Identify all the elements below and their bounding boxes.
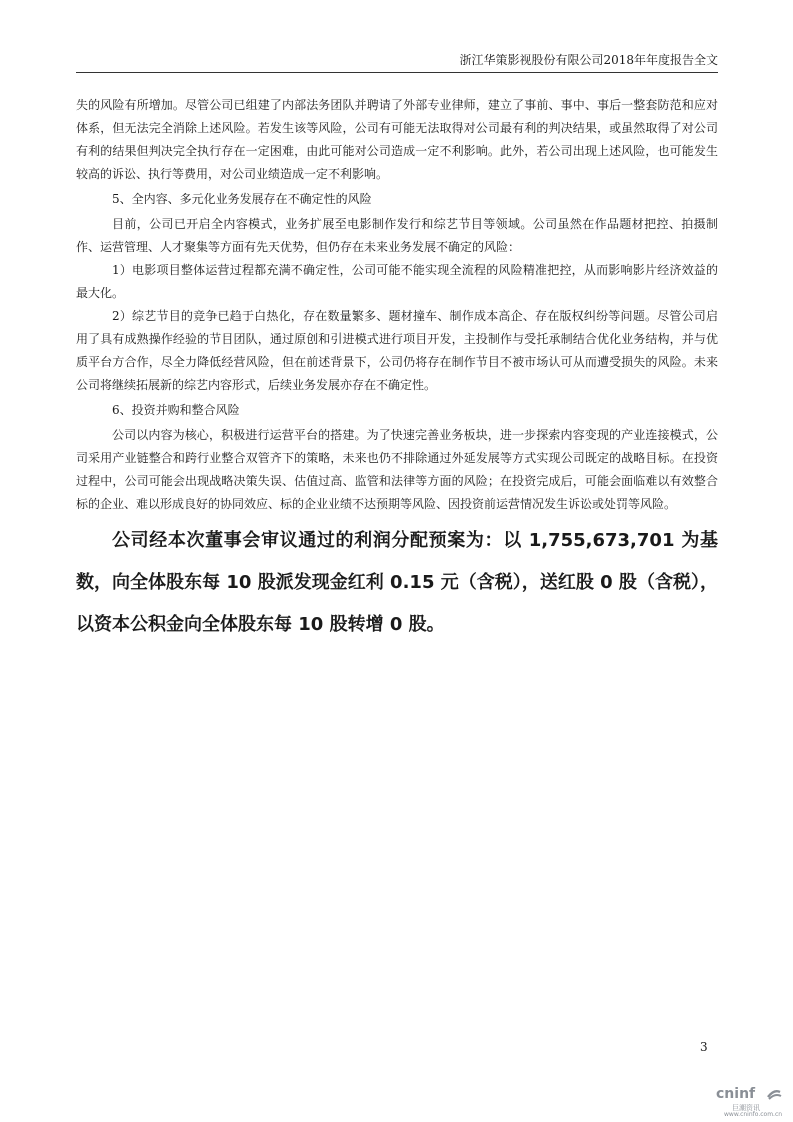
paragraph-investment-risk: 公司以内容为核心，积极进行运营平台的搭建。为了快速完善业务板块，进一步探索内容变现的产业连接模式，公司采用产业链整合和跨行业整合双管齐下的策略，未来也仍不排除通过外延发展等方式实现公司既定的战略目标。在投资过程中，公司可能会出现战略决策失误、估值过高、监管和法律等方面的风险；在投资完成后，可能会面临难以有效整合标的企业、难以形成良好的协同效应、标的企业业绩不达预期等风险、因投资前运营情况发生诉讼或处罚等风险。 (76, 428, 718, 511)
page-header (76, 52, 718, 73)
logo-swirl-icon (766, 1087, 782, 1101)
paragraph-full-content: 目前，公司已开启全内容模式，业务扩展至电影制作发行和综艺节目等领域。公司虽然在作品题材把控、拍摄制作、运营管理、人才聚集等方面有先天优势，但仍存在未来业务发展不确定的风险： (76, 217, 718, 254)
cninfo-logo (716, 1086, 786, 1118)
paragraph-variety-risk: 2）综艺节目的竞争已趋于白热化，存在数量繁多、题材撞车、制作成本高企、存在版权纠纷等问题。尽管公司启用了具有成熟操作经验的节目团队，通过原创和引进模式进行项目开发，主投制作与受托承制结合优化业务结构，并与优质平台方合作，尽全力降低经营风险，但在前述背景下，公司仍将存在制作节目不被市场认可从而遭受损失的风险。未来公司将继续拓展新的综艺内容形式，后续业务发展亦存在不确定性。 (76, 309, 718, 392)
logo-url: www.cninfo.com.cn (724, 1111, 783, 1118)
section-heading-6: 6、投资并购和整合风险 (112, 403, 240, 417)
paragraph-legal-risk: 失的风险有所增加。尽管公司已组建了内部法务团队并聘请了外部专业律师，建立了事前、事中、事后一整套防范和应对体系，但无法完全消除上述风险。若发生该等风险，公司有可能无法取得对公司最有利的判决结果，或虽然取得了对公司有利的结果但判决完全执行存在一定困难，由此可能对公司造成一定不利影响。此外，若公司出现上述风险，也可能发生较高的诉讼、执行等费用，对公司业绩造成一定不利影响。 (76, 98, 718, 181)
section-heading-5: 5、全内容、多元化业务发展存在不确定性的风险 (112, 192, 372, 206)
logo-name: cninf (716, 1086, 756, 1102)
logo-chinese-name: 巨潮资讯 (732, 1104, 760, 1112)
paragraph-film-risk: 1）电影项目整体运营过程都充满不确定性，公司可能不能实现全流程的风险精准把控，从而影响影片经济效益的最大化。 (76, 263, 718, 300)
page-number: 3 (700, 1040, 708, 1054)
report-title: 浙江华策影视股份有限公司2018年年度报告全文 (459, 53, 718, 67)
document-body (76, 94, 718, 646)
dividend-plan: 公司经本次董事会审议通过的利润分配预案为：以 1,755,673,701 为基数，向全体股东每 10 股派发现金红利 0.15 元（含税），送红股 0 股（含税），以资本公积金向全体股东每 10 股转增 0 股。 (76, 530, 718, 635)
